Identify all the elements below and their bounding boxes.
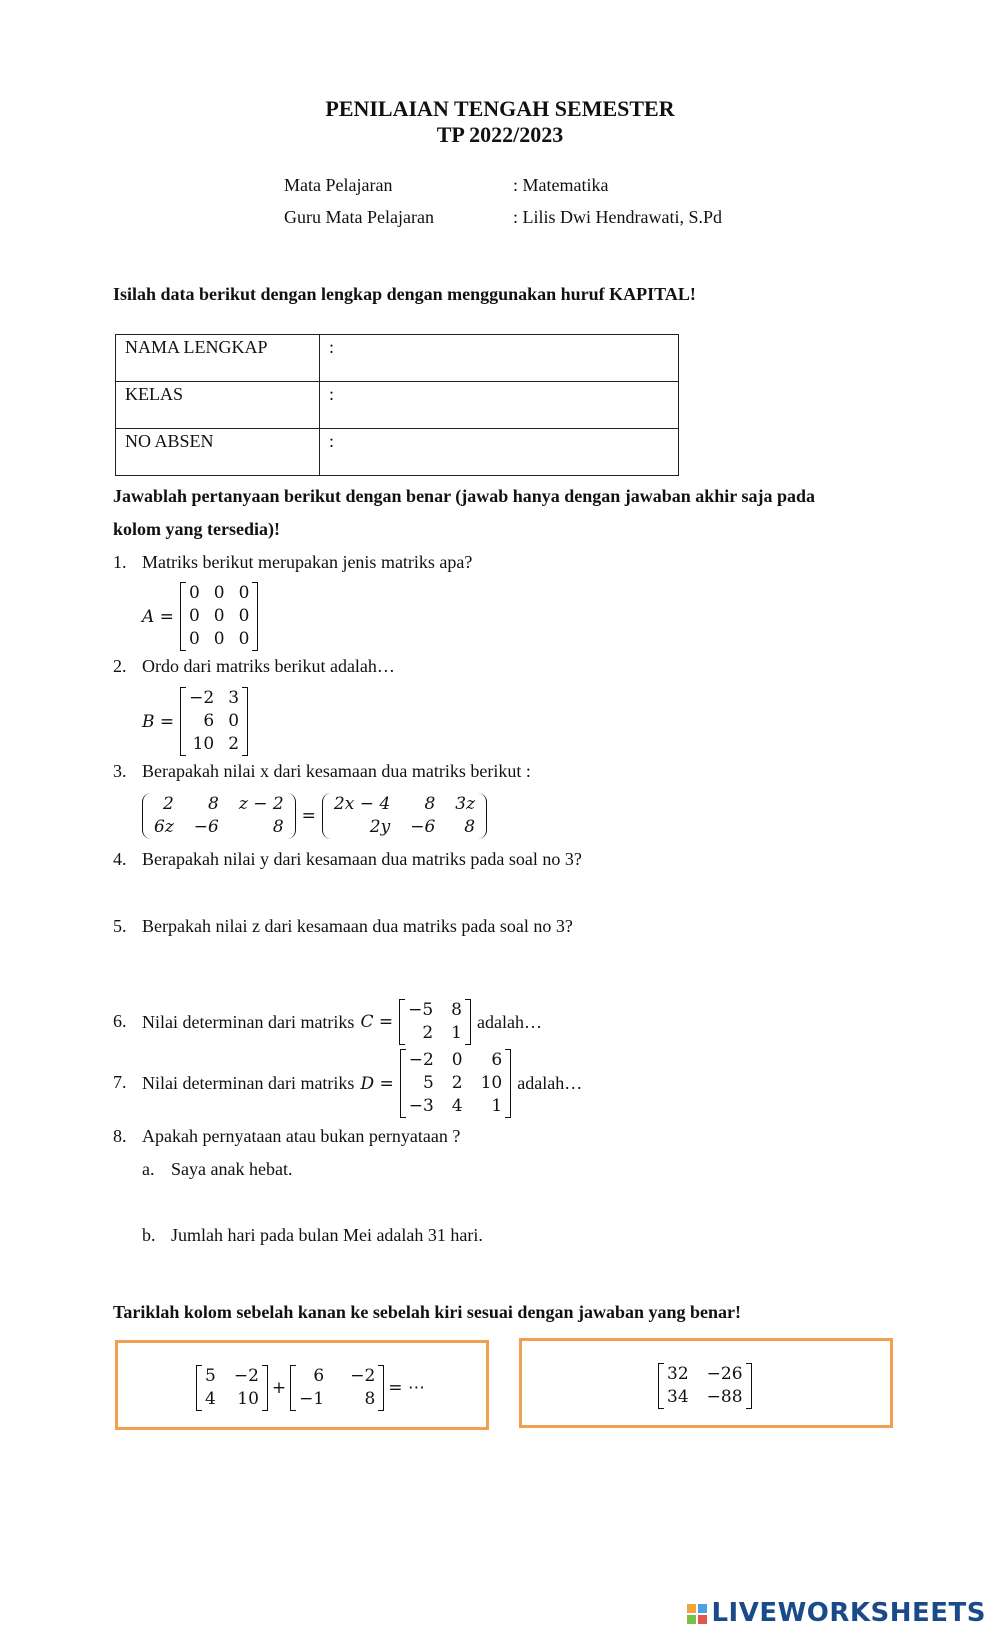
- q6-variable: C =: [360, 1012, 394, 1032]
- form-row-name: [116, 335, 679, 382]
- q1-variable: A =: [142, 606, 174, 627]
- q7-variable: D =: [360, 1073, 394, 1094]
- subject-label: Mata Pelajaran: [284, 175, 393, 195]
- q3-matrix-equation: [142, 793, 487, 839]
- matrix-c: −5 8 2 1: [399, 999, 471, 1045]
- matrix-a: 0 0 0 0 0 0 0 0 0: [180, 582, 258, 651]
- q4-number: 4.: [113, 849, 127, 869]
- sum-matrix-2: 6 −2 −1 8: [290, 1365, 384, 1411]
- logo-text: LIVEWORKSHEETS: [711, 1598, 986, 1628]
- liveworksheets-logo: [687, 1598, 986, 1628]
- questions-instruction-1: Jawablah pertanyaan berikut dengan benar (jawab hanya dengan jawaban akhir saja pada: [113, 486, 815, 506]
- q5-number: 5.: [113, 916, 127, 936]
- q6-suffix: adalah…: [476, 1011, 542, 1032]
- matrix-d: −2 0 6 5 2 10 −3 4 1: [400, 1049, 512, 1118]
- q4-text: Berapakah nilai y dari kesamaan dua matriks pada soal no 3?: [142, 849, 582, 869]
- student-form: [115, 334, 679, 476]
- teacher-label: Guru Mata Pelajaran: [284, 207, 434, 227]
- matching-instruction: Tariklah kolom sebelah kanan ke sebelah kiri sesuai dengan jawaban yang benar!: [113, 1302, 741, 1322]
- absen-field[interactable]: :: [320, 429, 679, 476]
- q2-matrix-expression: [142, 687, 248, 756]
- school-year: TP 2022/2023: [436, 122, 564, 147]
- matching-answer-box[interactable]: [519, 1338, 893, 1428]
- name-label: NAMA LENGKAP: [116, 335, 320, 382]
- q2-text: Ordo dari matriks berikut adalah…: [142, 656, 395, 676]
- q8a-text: Saya anak hebat.: [171, 1159, 293, 1179]
- q8a-label: a.: [142, 1159, 155, 1179]
- questions-instruction-2: kolom yang tersedia)!: [113, 519, 280, 539]
- form-row-class: [116, 382, 679, 429]
- subject-value: : Matematika: [513, 175, 609, 195]
- q3-number: 3.: [113, 761, 127, 781]
- q2-variable: B =: [142, 711, 175, 732]
- page-title: PENILAIAN TENGAH SEMESTER: [325, 96, 675, 121]
- absen-label: NO ABSEN: [116, 429, 320, 476]
- q7-suffix: adalah…: [517, 1073, 583, 1093]
- q1-number: 1.: [113, 552, 127, 572]
- answer-matrix-wrap: [658, 1363, 752, 1409]
- q3-equals: =: [301, 806, 316, 826]
- sum-matrix-1: 5 −2 4 10: [196, 1365, 268, 1411]
- q7-text: Nilai determinan dari matriks: [142, 1073, 355, 1093]
- q6-line: [142, 999, 542, 1045]
- q3-right-matrix: 2x − 4 8 3z 2y −6 8: [322, 793, 487, 839]
- liveworksheets-logo-icon: [687, 1604, 707, 1624]
- class-label: KELAS: [116, 382, 320, 429]
- teacher-value: : Lilis Dwi Hendrawati, S.Pd: [513, 207, 722, 227]
- q8b-label: b.: [142, 1225, 156, 1245]
- form-row-absen: [116, 429, 679, 476]
- q3-left-matrix: 2 8 z − 2 6z −6 8: [142, 793, 296, 839]
- q8-number: 8.: [113, 1126, 127, 1146]
- form-instruction: Isilah data berikut dengan lengkap dengan menggunakan huruf KAPITAL!: [113, 284, 696, 304]
- matching-question-box[interactable]: [115, 1340, 489, 1430]
- answer-matrix[interactable]: 32 −26 34 −88: [658, 1363, 752, 1409]
- q8-text: Apakah pernyataan atau bukan pernyataan ?: [142, 1126, 461, 1146]
- name-field[interactable]: :: [320, 335, 679, 382]
- q6-number: 6.: [113, 1011, 127, 1031]
- q5-text: Berpakah nilai z dari kesamaan dua matriks pada soal no 3?: [142, 916, 573, 936]
- matrix-b: −2 3 6 0 10 2: [180, 687, 248, 756]
- q6-text: Nilai determinan dari matriks: [142, 1011, 355, 1032]
- q3-text: Berapakah nilai x dari kesamaan dua matriks berikut :: [142, 761, 531, 781]
- q2-number: 2.: [113, 656, 127, 676]
- plus-sign: +: [271, 1378, 287, 1398]
- q7-number: 7.: [113, 1072, 127, 1092]
- class-field[interactable]: :: [320, 382, 679, 429]
- q1-text: Matriks berikut merupakan jenis matriks apa?: [142, 552, 473, 572]
- q1-matrix-expression: [142, 582, 258, 651]
- matrix-sum-expression: [196, 1365, 425, 1411]
- q7-line: [142, 1049, 582, 1118]
- q8b-text: Jumlah hari pada bulan Mei adalah 31 hari.: [171, 1225, 483, 1245]
- equals-ellipsis: = ⋯: [388, 1378, 425, 1398]
